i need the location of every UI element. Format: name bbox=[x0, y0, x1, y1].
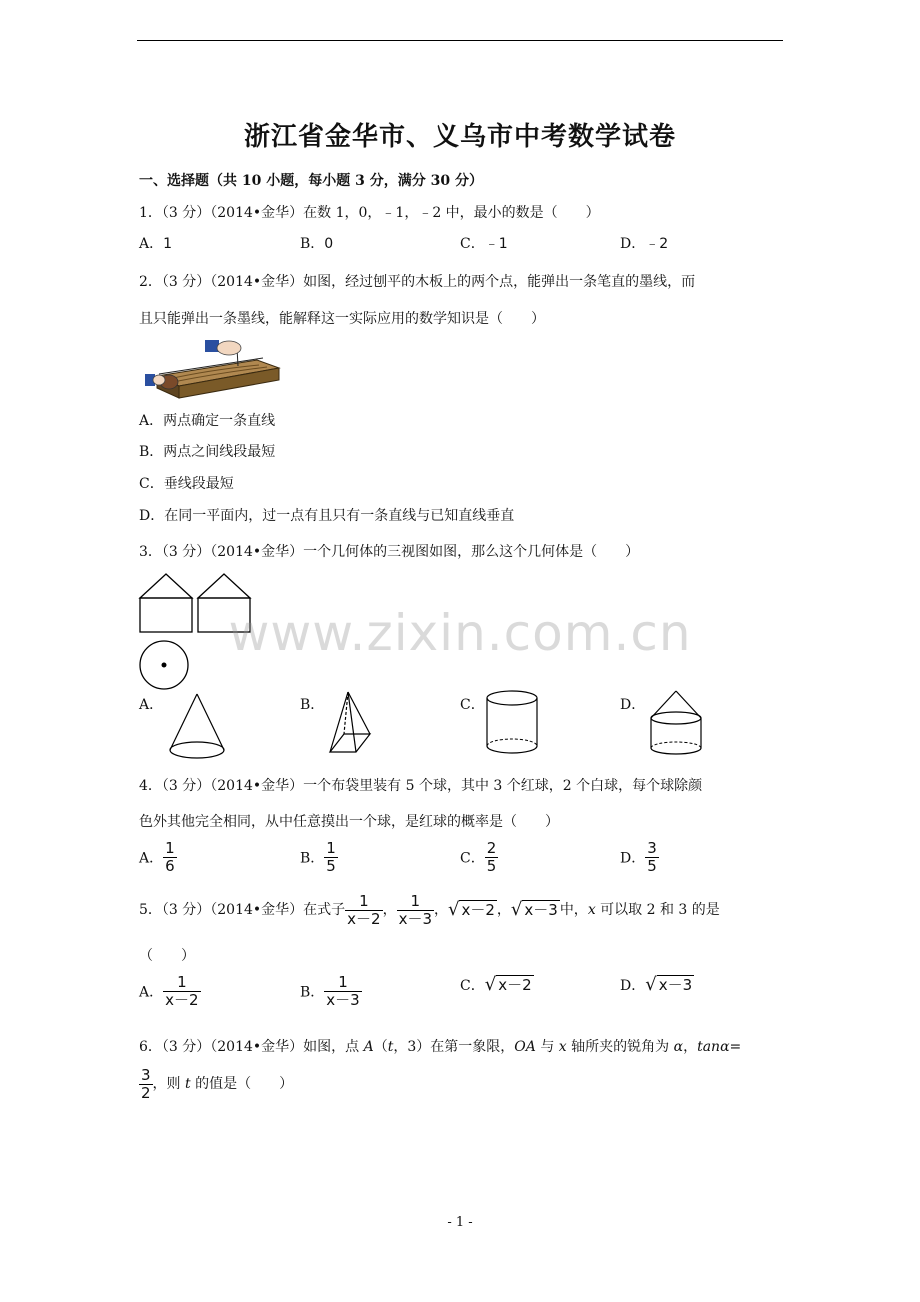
q1-option-a[interactable]: A．1 bbox=[139, 236, 173, 252]
q5-option-c[interactable]: C．√ x－2 bbox=[460, 974, 532, 995]
q2-option-c[interactable]: C．垂线段最短 bbox=[139, 476, 234, 492]
q2-option-a[interactable]: A．两点确定一条直线 bbox=[139, 413, 276, 429]
watermark: www.zixin.com.cn bbox=[228, 604, 692, 662]
q1-option-d[interactable]: D．﹣2 bbox=[620, 236, 669, 252]
q3-option-c[interactable]: C． bbox=[460, 697, 485, 713]
question-6-stem-line1: 6．（3 分）（2014•金华）如图，点 A（t，3）在第一象限，OA 与 x 轴所夹的锐角为 α，tanα= bbox=[139, 1039, 742, 1055]
q3-option-a[interactable]: A． bbox=[139, 697, 164, 713]
question-4-stem-line1: 4．（3 分）（2014•金华）一个布袋里装有 5 个球，其中 3 个红球，2 个白球，每个球除颜 bbox=[139, 778, 703, 794]
pyramid-figure bbox=[322, 688, 376, 758]
q1-option-b[interactable]: B．0 bbox=[300, 236, 334, 252]
q4-option-c[interactable]: C． $\frac{2}{5}$ bbox=[460, 839, 497, 875]
question-4-stem-line2: 色外其他完全相同，从中任意摸出一个球，是红球的概率是（ ） bbox=[139, 814, 559, 830]
question-5-stem: 5．（3 分）（2014•金华）在式子 $\frac{1}{x-2}$ ， $\frac{1}{x-3}$ ，√ x－2 ，√ x－3 中，x 可以取 2 和 3 的是 bbox=[139, 891, 720, 928]
q5-option-a[interactable]: A． $\frac{1}{x-2}$ bbox=[139, 973, 199, 1009]
q5-option-b[interactable]: B． $\frac{1}{x-3}$ bbox=[300, 973, 360, 1009]
question-1-stem: 1．（3 分）（2014•金华）在数 1，0，﹣1，﹣2 中，最小的数是（ ） bbox=[139, 205, 600, 221]
q2-option-b[interactable]: B．两点之间线段最短 bbox=[139, 444, 276, 460]
q2-option-d[interactable]: D．在同一平面内，过一点有且只有一条直线与已知直线垂直 bbox=[139, 508, 515, 524]
q4-option-b[interactable]: B． $\frac{1}{5}$ bbox=[300, 839, 336, 875]
q3-option-d[interactable]: D． bbox=[620, 697, 646, 713]
q4-option-d[interactable]: D． $\frac{3}{5}$ bbox=[620, 839, 657, 875]
page-number: - 1 - bbox=[447, 1215, 473, 1230]
q5-option-d[interactable]: D．√ x－3 bbox=[620, 974, 693, 995]
question-6-stem-line2: $\frac{3}{2}$ ，则 t 的值是（ ） bbox=[141, 1065, 294, 1102]
page-title: 浙江省金华市、义乌市中考数学试卷 bbox=[243, 122, 676, 152]
cone-figure bbox=[166, 690, 228, 762]
q1-option-c[interactable]: C．﹣1 bbox=[460, 236, 508, 252]
section-heading: 一、选择题（共 10 小题，每小题 3 分，满分 30 分） bbox=[139, 173, 483, 189]
cone-on-cylinder-figure bbox=[646, 688, 706, 758]
question-2-stem-line2: 且只能弹出一条墨线，能解释这一实际应用的数学知识是（ ） bbox=[139, 311, 545, 327]
q3-option-b[interactable]: B． bbox=[300, 697, 325, 713]
question-2-stem-line1: 2．（3 分）（2014•金华）如图，经过刨平的木板上的两个点，能弹出一条笔直的墨线，而 bbox=[139, 274, 696, 290]
question-3-stem: 3．（3 分）（2014•金华）一个几何体的三视图如图，那么这个几何体是（ ） bbox=[139, 544, 640, 560]
header-rule bbox=[137, 40, 783, 41]
cylinder-figure bbox=[484, 688, 540, 758]
wooden-board-ink-line-figure bbox=[139, 336, 289, 402]
question-5-paren: （ ） bbox=[139, 948, 195, 964]
q4-option-a[interactable]: A． $\frac{1}{6}$ bbox=[139, 839, 175, 875]
